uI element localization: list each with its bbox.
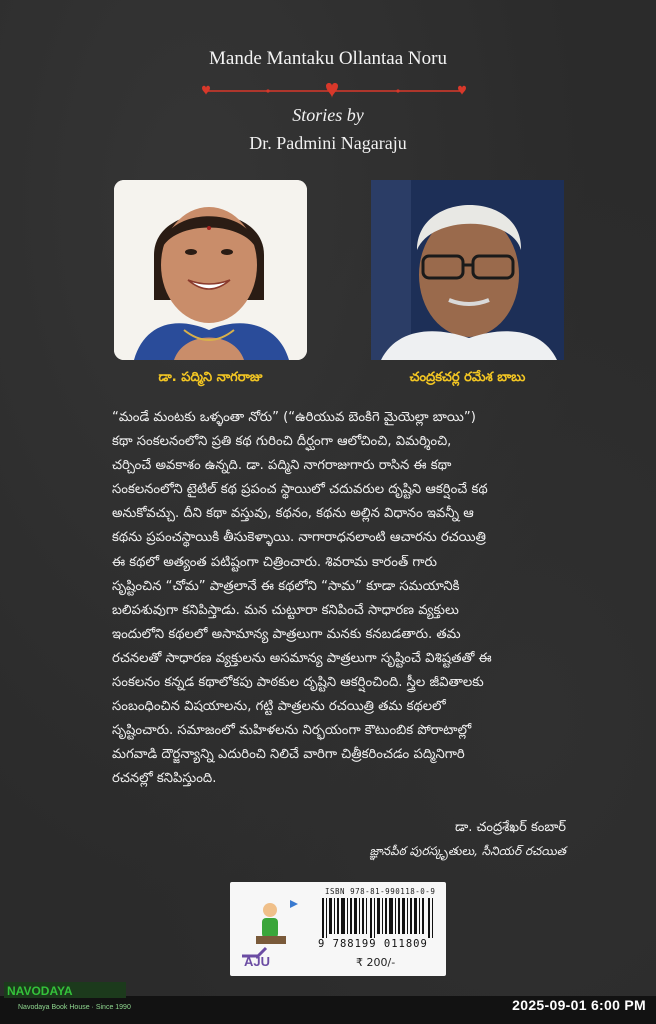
photo-timestamp: 2025-09-01 6:00 PM — [512, 997, 646, 1013]
publisher-mascot-icon — [236, 890, 308, 970]
blurb-line: సృష్టించారు. సమాజంలో మహిళలను నిర్భయంగా కౌటుంబిక పోరాటాల్లో — [112, 723, 472, 739]
stories-by-label: Stories by — [292, 105, 364, 125]
isbn-label: ISBN 978-81-990118-0-9 — [325, 887, 436, 896]
blurb-line: సృష్టించిన “చోమ” పాత్రలానే ఈ కథలోని “సామ” కూడా సమయానికి — [112, 578, 460, 594]
blurb-line: కథను ప్రపంచస్థాయికి తీసుకెళ్ళాయి. నాగారాధనలాంటి ఆచారను రచయిత్రి — [112, 530, 486, 546]
blurb-line: సంకలనం కన్నడ కథాలోకపు పాఠకుల దృష్టిని ఆకర్షించింది. స్త్రీల జీవితాలకు — [112, 675, 484, 691]
decorative-divider — [198, 82, 470, 100]
publisher-logo-icon — [4, 980, 126, 1002]
blurb-line: సంబంధించిన విషయాలను, గట్టి పాత్రలను రచయిత్రి తమ కథలలో — [112, 699, 446, 715]
signature-title: జ్ఞానపీఠ పురస్కృతులు, సీనియర్ రచయిత — [369, 844, 566, 858]
barcode-icon — [322, 898, 434, 938]
blurb-line: ఈ కథలో అత్యంత పటిష్టంగా చిత్రించారు. శివరామ కారంత్ గారు — [112, 554, 437, 570]
isbn-number: 9 788199 011809 — [318, 938, 428, 950]
blurb-line: సంకలనంలోని టైటిల్ కథ ప్రపంచ స్థాయిలో చదువరుల దృష్టిని ఆకర్షించే కథ — [112, 482, 488, 498]
publisher-logo — [4, 980, 131, 1020]
blurb-line: రచనల్లో కనిపిస్తుంది. — [112, 771, 217, 787]
foreword-writer-caption: చంద్రకచర్ల రమేశ బాబు — [409, 370, 526, 385]
svg-text:NAVODAYA: NAVODAYA — [7, 984, 73, 998]
author-name: Dr. Padmini Nagaraju — [249, 133, 407, 153]
blurb-line: అనుకోవచ్చు. దీని కథా వస్తువు, కథనం, కథను అల్లిన విధానం ఇవన్నీ ఆ — [112, 506, 474, 522]
blurb-line: ఇందులోని కథలలో అసామాన్య పాత్రలుగా మనకు కనబడతారు. తమ — [112, 626, 461, 642]
blurb-line: “మండే మంటకు ఒళ్ళంతా నోరు” (“ఉరియువ బెంకిగె మైయెల్లా బాయి”) — [112, 410, 476, 425]
signature-name: డా. చంద్రశేఖర్ కంబార్ — [454, 820, 566, 835]
author-caption: డా. పద్మిని నాగరాజు — [158, 370, 263, 385]
svg-text:AJU: AJU — [244, 954, 271, 969]
publisher-tagline: Navodaya Book House · Since 1990 — [18, 1004, 131, 1011]
blurb-line: మగవాడి దౌర్జన్యాన్ని ఎదురించి నిలిచే వారిగా చిత్రీకరించడం పద్మినిగారి — [112, 747, 465, 763]
blurb-line: కథా సంకలనంలోని ప్రతి కథ గురించి దీర్ఘంగా ఆలోచించి, విమర్శించి, — [112, 434, 452, 450]
book-title: Mande Mantaku Ollantaa Noru — [209, 48, 447, 69]
author-portrait — [114, 180, 307, 360]
foreword-writer-portrait — [371, 180, 564, 360]
blurb-line: రచనలతో సాధారణ వ్యక్తులను అసమాన్య పాత్రలుగా సృష్టించే విశిష్టతతో ఈ — [112, 650, 492, 666]
blurb-line: బలిపశువుగా కనిపిస్తాడు. మన చుట్టూరా కనిపించే సాధారణ వ్యక్తులు — [112, 602, 459, 618]
heart-icon-center — [326, 83, 338, 98]
heart-icon-left — [202, 86, 210, 95]
price-label: ₹ 200/- — [356, 956, 396, 969]
blurb-line: చర్చించే అవకాశం ఉన్నది. డా. పద్మిని నాగరాజుగారు రాసిన ఈ కథా — [112, 458, 452, 474]
blurb-text — [112, 406, 568, 792]
barcode-panel — [230, 882, 446, 976]
heart-icon-right — [458, 86, 466, 95]
